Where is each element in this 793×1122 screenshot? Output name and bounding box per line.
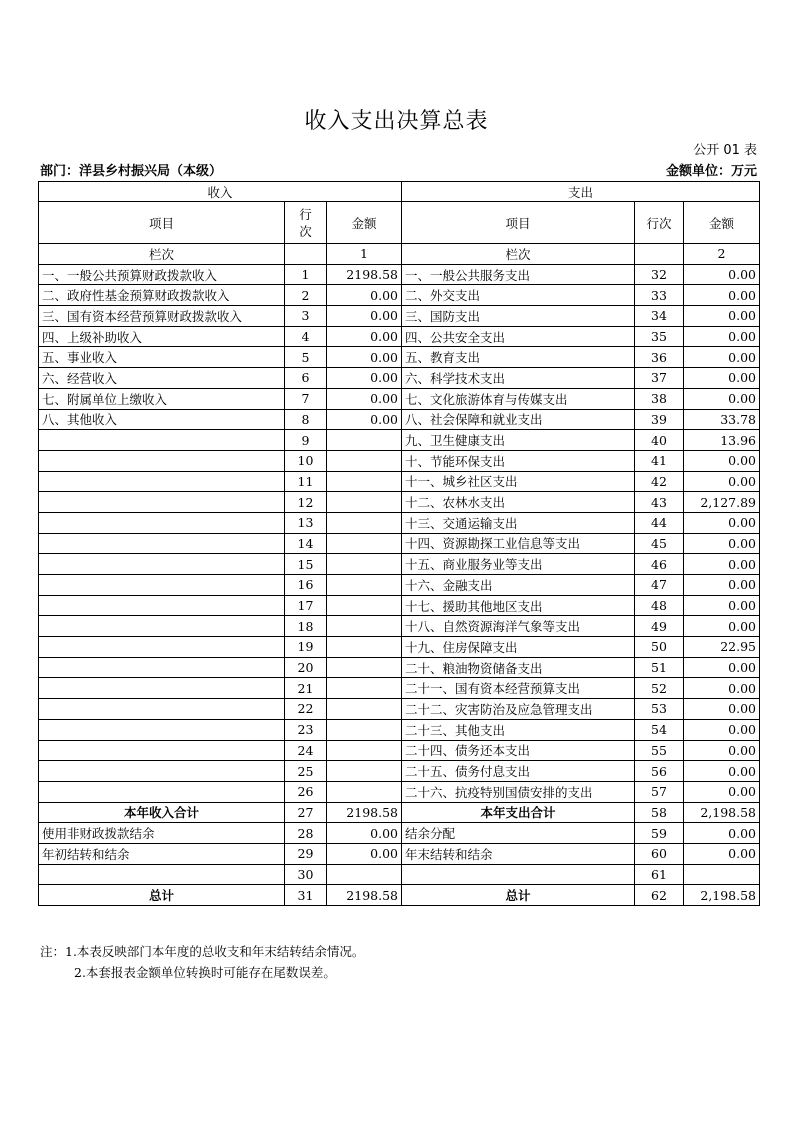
income-item [39, 864, 285, 885]
expense-item: 结余分配 [402, 823, 635, 844]
expense-amount: 0.00 [684, 450, 760, 471]
income-amount: 0.00 [327, 388, 402, 409]
expense-item [402, 864, 635, 885]
expense-amount: 0.00 [684, 554, 760, 575]
income-row-no: 22 [285, 699, 327, 720]
income-row-no: 23 [285, 719, 327, 740]
income-amount [327, 430, 402, 451]
income-amount [327, 699, 402, 720]
expense-item: 十五、商业服务业等支出 [402, 554, 635, 575]
footnote-2: 2.本套报表金额单位转换时可能存在尾数误差。 [74, 965, 336, 980]
income-item: 总计 [39, 885, 285, 906]
table-row [39, 492, 760, 513]
income-row-no: 10 [285, 450, 327, 471]
expense-amount: 0.00 [684, 512, 760, 533]
expense-row-no: 32 [635, 264, 684, 285]
expense-item: 总计 [402, 885, 635, 906]
income-item: 一、一般公共预算财政拨款收入 [39, 264, 285, 285]
income-amount [327, 637, 402, 658]
expense-amount: 0.00 [684, 781, 760, 802]
expense-item: 十、节能环保支出 [402, 450, 635, 471]
table-row [39, 285, 760, 306]
income-item: 四、上级补助收入 [39, 326, 285, 347]
table-row [39, 637, 760, 658]
expense-item: 八、社会保障和就业支出 [402, 409, 635, 430]
table-row [39, 368, 760, 389]
income-item [39, 781, 285, 802]
expense-amount: 0.00 [684, 471, 760, 492]
table-row [39, 657, 760, 678]
income-amount [327, 761, 402, 782]
income-item [39, 719, 285, 740]
expense-row-no: 41 [635, 450, 684, 471]
income-row-no: 21 [285, 678, 327, 699]
expense-amount: 2,198.58 [684, 885, 760, 906]
income-item [39, 492, 285, 513]
table-row [39, 761, 760, 782]
expense-amount: 33.78 [684, 409, 760, 430]
income-item [39, 616, 285, 637]
expense-amount: 0.00 [684, 740, 760, 761]
expense-amount: 0.00 [684, 264, 760, 285]
income-row-no: 16 [285, 575, 327, 596]
income-item: 六、经营收入 [39, 368, 285, 389]
expense-item: 十七、援助其他地区支出 [402, 595, 635, 616]
income-row-no: 9 [285, 430, 327, 451]
expense-row-no: 36 [635, 347, 684, 368]
table-row [39, 740, 760, 761]
table-row [39, 823, 760, 844]
expense-item: 三、国防支出 [402, 306, 635, 327]
expense-row-no: 58 [635, 802, 684, 823]
expense-amount: 2,127.89 [684, 492, 760, 513]
table-row [39, 699, 760, 720]
expense-item: 年末结转和结余 [402, 843, 635, 864]
income-item: 年初结转和结余 [39, 843, 285, 864]
budget-summary-table [38, 181, 760, 906]
income-item: 三、国有资本经营预算财政拨款收入 [39, 306, 285, 327]
expense-row-no: 56 [635, 761, 684, 782]
expense-row-no: 45 [635, 533, 684, 554]
expense-amount: 0.00 [684, 533, 760, 554]
expense-row-no: 38 [635, 388, 684, 409]
table-row [39, 264, 760, 285]
table-row [39, 719, 760, 740]
expense-row-no: 51 [635, 657, 684, 678]
income-row-no-header: 行次 [285, 202, 327, 244]
expense-row-no: 60 [635, 843, 684, 864]
expense-item: 二十四、债务还本支出 [402, 740, 635, 761]
income-row-no: 6 [285, 368, 327, 389]
expense-item: 十一、城乡社区支出 [402, 471, 635, 492]
expense-amount: 0.00 [684, 347, 760, 368]
income-row-no: 20 [285, 657, 327, 678]
expense-item: 二十一、国有资本经营预算支出 [402, 678, 635, 699]
expense-amount: 0.00 [684, 616, 760, 637]
expense-item: 二十五、债务付息支出 [402, 761, 635, 782]
income-amount [327, 719, 402, 740]
income-amount [327, 575, 402, 596]
table-row [39, 326, 760, 347]
income-row-no: 19 [285, 637, 327, 658]
income-amount: 0.00 [327, 823, 402, 844]
income-row-no: 25 [285, 761, 327, 782]
expense-amount: 0.00 [684, 575, 760, 596]
expense-row-no: 47 [635, 575, 684, 596]
income-item [39, 430, 285, 451]
income-row-no: 31 [285, 885, 327, 906]
income-row-no: 29 [285, 843, 327, 864]
empty-cell [635, 244, 684, 265]
table-row [39, 533, 760, 554]
income-row-no: 17 [285, 595, 327, 616]
expense-item-header: 项目 [402, 202, 635, 244]
income-item: 八、其他收入 [39, 409, 285, 430]
income-item-header: 项目 [39, 202, 285, 244]
table-row [39, 678, 760, 699]
income-amount: 0.00 [327, 409, 402, 430]
table-row [39, 450, 760, 471]
expense-section-header: 支出 [402, 182, 760, 202]
expense-amount: 22.95 [684, 637, 760, 658]
total-row [39, 885, 760, 906]
income-amount [327, 471, 402, 492]
expense-item: 二、外交支出 [402, 285, 635, 306]
table-row [39, 512, 760, 533]
table-row [39, 347, 760, 368]
income-amount [327, 864, 402, 885]
income-column-no-label: 栏次 [39, 244, 285, 265]
expense-row-no: 50 [635, 637, 684, 658]
income-item: 七、附属单位上缴收入 [39, 388, 285, 409]
page-title: 收入支出决算总表 [304, 109, 489, 134]
income-amount: 2198.58 [327, 885, 402, 906]
expense-row-no: 33 [635, 285, 684, 306]
income-row-no: 8 [285, 409, 327, 430]
expense-row-no: 46 [635, 554, 684, 575]
income-amount [327, 492, 402, 513]
expense-row-no: 55 [635, 740, 684, 761]
expense-item: 十三、交通运输支出 [402, 512, 635, 533]
expense-item: 四、公共安全支出 [402, 326, 635, 347]
table-row [39, 864, 760, 885]
expense-item: 本年支出合计 [402, 802, 635, 823]
department-label: 部门：洋县乡村振兴局（本级） [40, 164, 223, 179]
expense-item: 五、教育支出 [402, 347, 635, 368]
income-row-no: 18 [285, 616, 327, 637]
expense-row-no: 62 [635, 885, 684, 906]
expense-amount: 0.00 [684, 678, 760, 699]
income-amount [327, 616, 402, 637]
expense-amount: 0.00 [684, 761, 760, 782]
expense-row-no: 39 [635, 409, 684, 430]
income-item [39, 512, 285, 533]
expense-item: 二十六、抗疫特别国债安排的支出 [402, 781, 635, 802]
expense-row-no: 53 [635, 699, 684, 720]
expense-column-no-label: 栏次 [402, 244, 635, 265]
income-amount [327, 533, 402, 554]
income-amount: 0.00 [327, 326, 402, 347]
expense-item: 十六、金融支出 [402, 575, 635, 596]
income-row-no: 7 [285, 388, 327, 409]
income-row-no: 4 [285, 326, 327, 347]
expense-row-no-header: 行次 [635, 202, 684, 244]
income-item: 使用非财政拨款结余 [39, 823, 285, 844]
income-column-no: 1 [327, 244, 402, 265]
income-item: 本年收入合计 [39, 802, 285, 823]
expense-amount: 0.00 [684, 699, 760, 720]
income-row-no: 15 [285, 554, 327, 575]
expense-amount: 0.00 [684, 823, 760, 844]
expense-item: 十四、资源勘探工业信息等支出 [402, 533, 635, 554]
income-item [39, 761, 285, 782]
expense-row-no: 35 [635, 326, 684, 347]
expense-row-no: 54 [635, 719, 684, 740]
income-row-no: 14 [285, 533, 327, 554]
table-row [39, 843, 760, 864]
expense-item: 六、科学技术支出 [402, 368, 635, 389]
expense-item: 二十二、灾害防治及应急管理支出 [402, 699, 635, 720]
income-amount: 0.00 [327, 285, 402, 306]
expense-row-no: 42 [635, 471, 684, 492]
income-row-no: 12 [285, 492, 327, 513]
income-item [39, 575, 285, 596]
expense-item: 二十三、其他支出 [402, 719, 635, 740]
expense-amount: 2,198.58 [684, 802, 760, 823]
income-amount: 2198.58 [327, 802, 402, 823]
expense-row-no: 59 [635, 823, 684, 844]
expense-row-no: 44 [635, 512, 684, 533]
expense-item: 一、一般公共服务支出 [402, 264, 635, 285]
income-row-no: 27 [285, 802, 327, 823]
form-code: 公开 01 表 [693, 143, 757, 158]
income-item [39, 595, 285, 616]
expense-row-no: 49 [635, 616, 684, 637]
income-amount: 0.00 [327, 368, 402, 389]
income-item [39, 533, 285, 554]
income-item: 五、事业收入 [39, 347, 285, 368]
expense-row-no: 48 [635, 595, 684, 616]
expense-amount: 0.00 [684, 285, 760, 306]
income-amount [327, 554, 402, 575]
income-amount: 0.00 [327, 843, 402, 864]
expense-row-no: 40 [635, 430, 684, 451]
expense-item: 十二、农林水支出 [402, 492, 635, 513]
expense-amount: 0.00 [684, 595, 760, 616]
column-number-row [39, 244, 760, 265]
table-row [39, 616, 760, 637]
income-row-no: 11 [285, 471, 327, 492]
expense-row-no: 34 [635, 306, 684, 327]
income-item [39, 657, 285, 678]
income-amount-header: 金额 [327, 202, 402, 244]
income-amount: 0.00 [327, 347, 402, 368]
income-amount [327, 512, 402, 533]
table-row [39, 554, 760, 575]
subtotal-row [39, 802, 760, 823]
income-amount [327, 781, 402, 802]
table-row [39, 306, 760, 327]
expense-item: 十九、住房保障支出 [402, 637, 635, 658]
income-amount: 0.00 [327, 306, 402, 327]
expense-row-no: 61 [635, 864, 684, 885]
income-amount: 2198.58 [327, 264, 402, 285]
column-header-row [39, 202, 760, 244]
income-item: 二、政府性基金预算财政拨款收入 [39, 285, 285, 306]
expense-column-no: 2 [684, 244, 760, 265]
income-amount [327, 450, 402, 471]
table-row [39, 409, 760, 430]
income-row-no: 1 [285, 264, 327, 285]
expense-row-no: 43 [635, 492, 684, 513]
expense-row-no: 57 [635, 781, 684, 802]
income-item [39, 699, 285, 720]
expense-amount-header: 金额 [684, 202, 760, 244]
expense-amount: 0.00 [684, 719, 760, 740]
expense-amount: 0.00 [684, 306, 760, 327]
income-item [39, 678, 285, 699]
income-item [39, 637, 285, 658]
expense-amount: 0.00 [684, 657, 760, 678]
expense-row-no: 52 [635, 678, 684, 699]
income-amount [327, 595, 402, 616]
income-item [39, 450, 285, 471]
table-row [39, 471, 760, 492]
income-row-no: 5 [285, 347, 327, 368]
expense-row-no: 37 [635, 368, 684, 389]
empty-cell [285, 244, 327, 265]
table-row [39, 595, 760, 616]
section-header-row [39, 182, 760, 202]
income-amount [327, 740, 402, 761]
expense-item: 七、文化旅游体育与传媒支出 [402, 388, 635, 409]
expense-item: 二十、粮油物资储备支出 [402, 657, 635, 678]
expense-item: 九、卫生健康支出 [402, 430, 635, 451]
income-amount [327, 678, 402, 699]
table-row [39, 430, 760, 451]
income-row-no: 24 [285, 740, 327, 761]
income-row-no: 2 [285, 285, 327, 306]
table-row [39, 781, 760, 802]
expense-amount: 0.00 [684, 326, 760, 347]
expense-amount [684, 864, 760, 885]
income-row-no: 3 [285, 306, 327, 327]
expense-amount: 0.00 [684, 843, 760, 864]
income-item [39, 471, 285, 492]
income-amount [327, 657, 402, 678]
income-item [39, 740, 285, 761]
table-row [39, 388, 760, 409]
income-section-header: 收入 [39, 182, 402, 202]
footnotes [40, 941, 364, 983]
income-row-no: 30 [285, 864, 327, 885]
expense-item: 十八、自然资源海洋气象等支出 [402, 616, 635, 637]
income-row-no: 28 [285, 823, 327, 844]
income-item [39, 554, 285, 575]
amount-unit-label: 金额单位：万元 [665, 164, 757, 179]
expense-amount: 0.00 [684, 368, 760, 389]
table-row [39, 575, 760, 596]
income-row-no: 26 [285, 781, 327, 802]
expense-amount: 0.00 [684, 388, 760, 409]
expense-amount: 13.96 [684, 430, 760, 451]
footnote-1: 注：1.本表反映部门本年度的总收支和年末结转结余情况。 [40, 944, 365, 959]
income-row-no: 13 [285, 512, 327, 533]
